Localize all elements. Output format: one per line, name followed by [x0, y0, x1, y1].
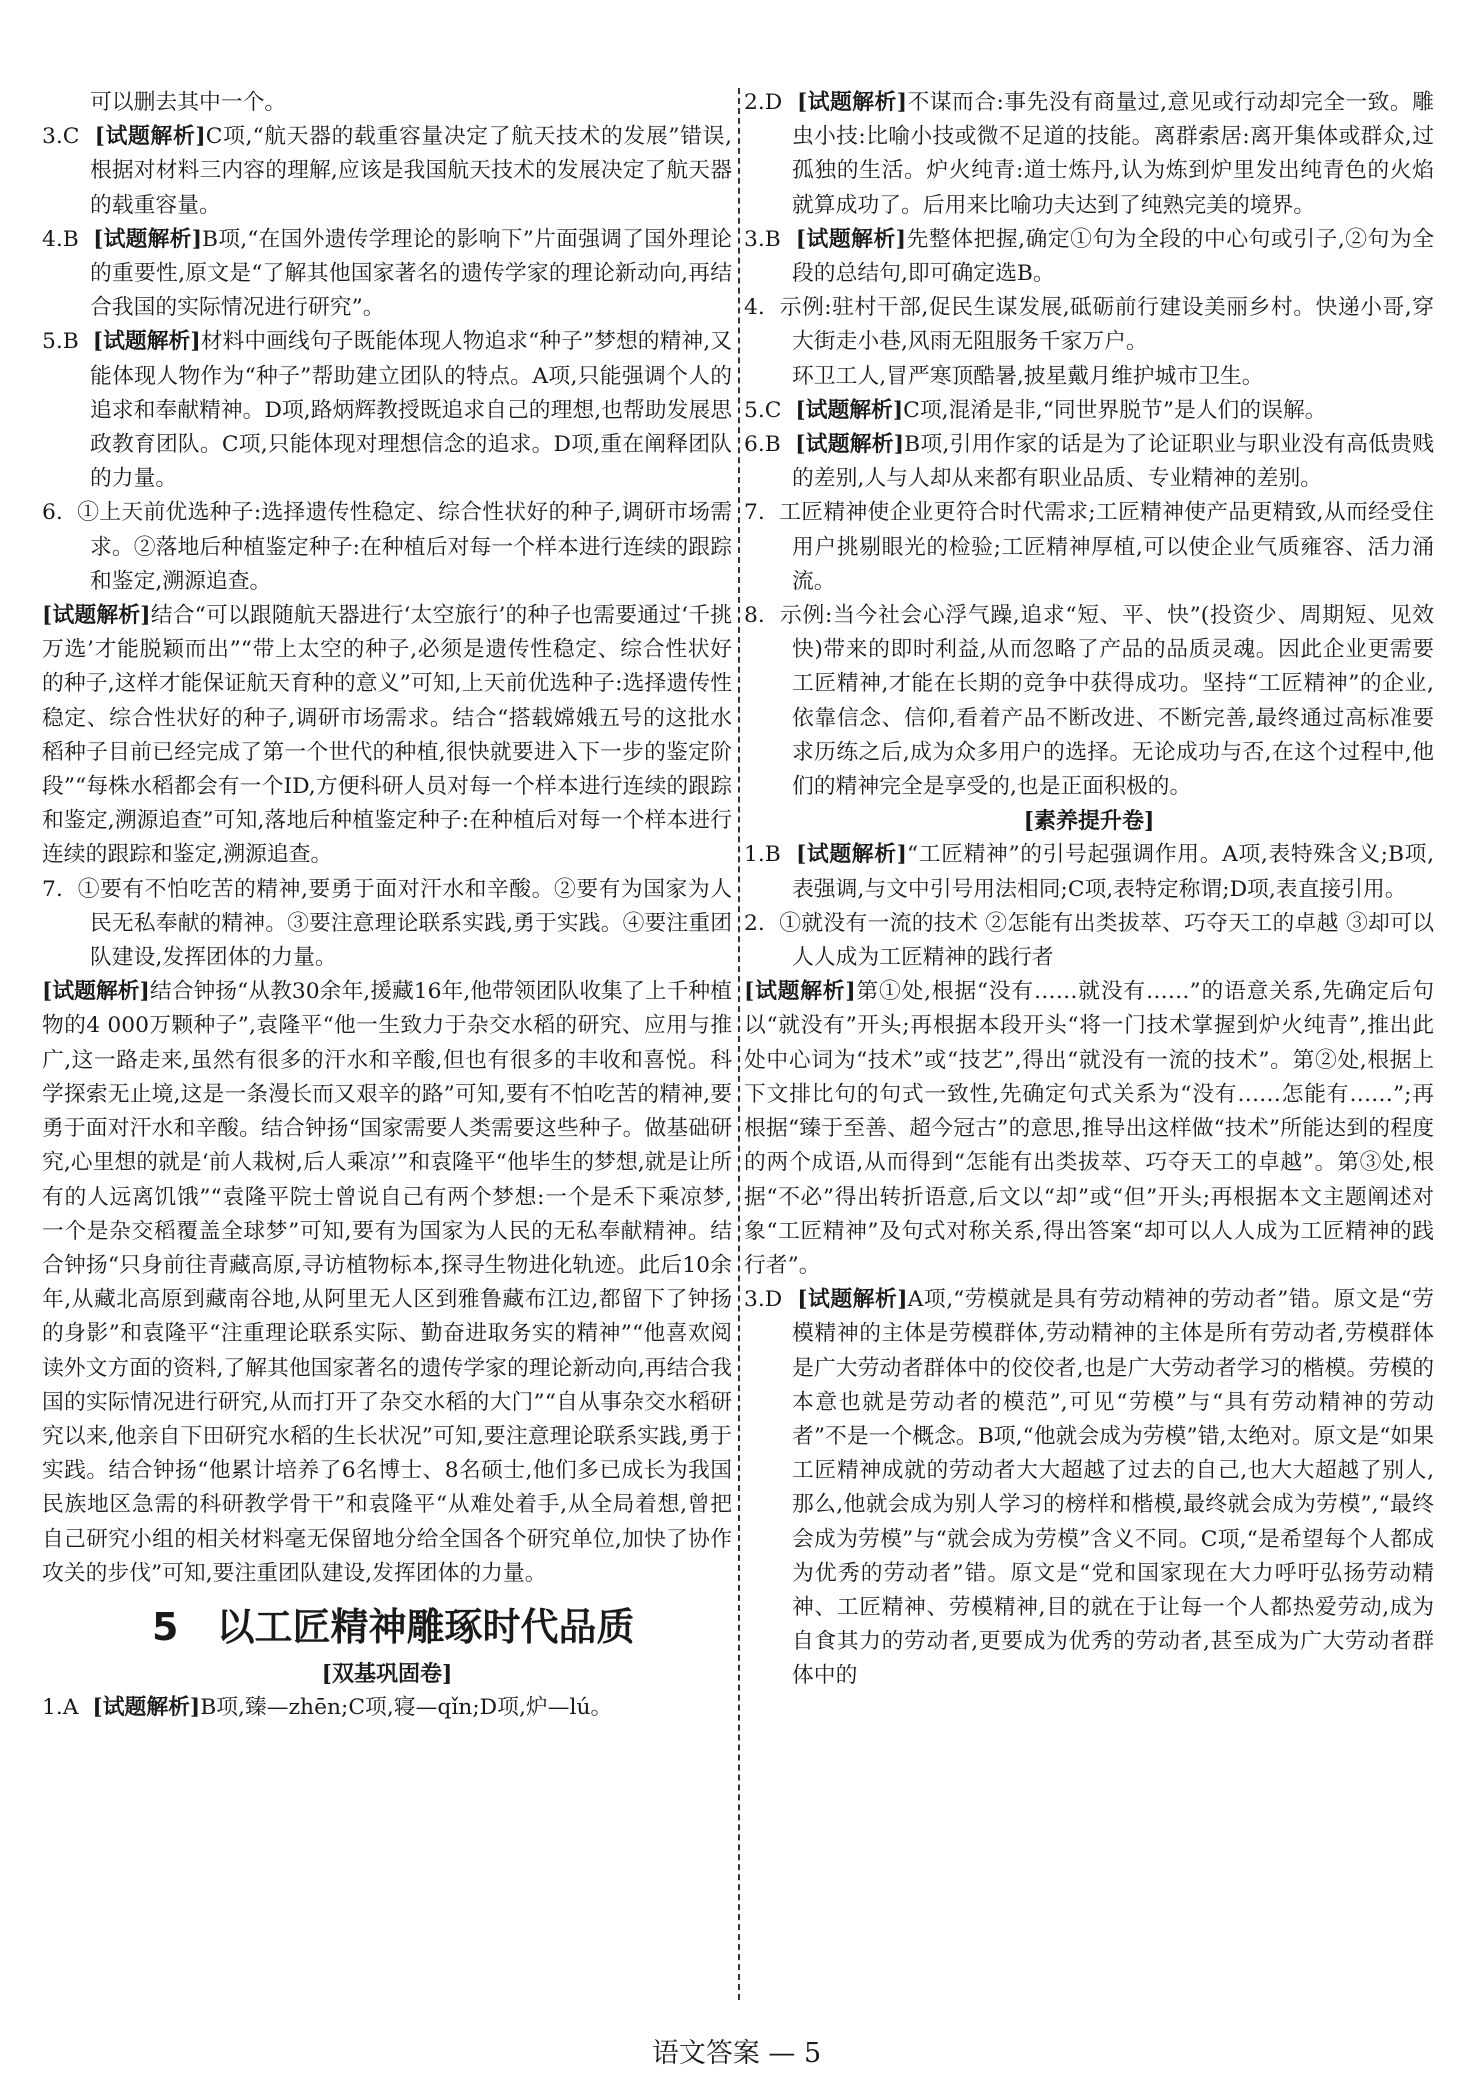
- answer-paragraph: [42, 86, 732, 120]
- answer-text: B项,臻—zhēn;C项,寝—qǐn;D项,炉—lú。: [200, 1695, 613, 1721]
- answer-text: C项,混淆是非,“同世界脱节”是人们的误解。: [903, 397, 1327, 423]
- answer-number: 1.B: [744, 842, 796, 868]
- answer-item: [744, 223, 1434, 291]
- answer-text: 示例:驻村干部,促民生谋发展,砥砺前行建设美丽乡村。快递小哥,穿大街走小巷,风雨无阻服务千家万户。: [779, 295, 1434, 355]
- answer-number: 7.: [744, 500, 780, 526]
- section-number: 5: [152, 1604, 179, 1649]
- answer-text: ①要有不怕吃苦的精神,要勇于面对汗水和辛酸。②要有为国家为人民无私奉献的精神。③要注意理论联系实践,勇于实践。④要注重团队建设,发挥团体的力量。: [77, 876, 732, 971]
- answer-number: 4.: [744, 295, 780, 321]
- left-column: [42, 86, 732, 2015]
- analysis-tag: [试题解析]: [94, 124, 206, 150]
- answer-number: 5.C: [744, 397, 796, 423]
- answer-text: 材料中画线句子既能体现人物追求“种子”梦想的精神,又能体现人物作为“种子”帮助建立团队的特点。A项,只能强调个人的追求和奉献精神。D项,路炳辉教授既追求自己的理想,也帮助发展思政教育团队。C项,只能体现对理想信念的追求。D项,重在阐释团队的力量。: [90, 329, 732, 492]
- answer-item: [42, 496, 732, 599]
- answer-text: ①上天前优选种子:选择遗传性稳定、综合性状好的种子,调研市场需求。②落地后种植鉴定种子:在种植后对每一个样本进行连续的跟踪和鉴定,溯源追查。: [77, 500, 732, 594]
- answer-paragraph: [42, 975, 732, 1591]
- answer-item: [744, 428, 1434, 496]
- sub-heading: [双基巩固卷]: [321, 1660, 453, 1687]
- analysis-tag: [试题解析]: [93, 226, 203, 252]
- answer-item: [744, 291, 1434, 359]
- column-divider: [738, 88, 740, 2000]
- page-footer: 语文答案 — 5: [651, 2038, 822, 2069]
- analysis-tag: [试题解析]: [797, 90, 908, 115]
- analysis-tag: [试题解析]: [795, 842, 907, 868]
- analysis-tag: [试题解析]: [795, 397, 904, 423]
- answer-paragraph: [744, 975, 1434, 1283]
- answer-item: [744, 907, 1434, 975]
- answer-number: 4.B: [42, 226, 94, 252]
- analysis-tag: [试题解析]: [744, 979, 856, 1005]
- analysis-tag: [试题解析]: [42, 979, 150, 1005]
- answer-number: 3.B: [744, 226, 796, 252]
- answer-text: 先整体把握,确定①句为全段的中心句或引子,②句为全段的总结句,即可确定选B。: [792, 226, 1434, 287]
- answer-number: 6.B: [744, 432, 796, 458]
- answer-text: 结合钟扬“从教30余年,援藏16年,他带领团队收集了上千种植物的4 000万颗种子”,袁隆平“他一生致力于杂交水稻的研究、应用与推广,这一路走来,虽然有很多的汗水和辛酸,但也有很多的丰收和喜悦。科学探索无止境,这是一条漫长而又艰辛的路”可知,要有不怕吃苦的精神,要勇于面对汗水和辛酸。结合钟扬“国家需要人类需要这些种子。做基础研究,心里想的就是‘前人栽树,后人乘凉’”和袁隆平“他毕生的梦想,就是让所有的人远离饥饿”“袁隆平院士曾说自己有两个梦想:一个是禾下乘凉梦,一个是杂交稻覆盖全球梦”可知,要有为国家为人民的无私奉献精神。结合钟扬“只身前往青藏高原,寻访植物标本,探寻生物进化轨迹。此后10余年,从藏北高原到藏南谷地,从阿里无人区到雅鲁藏布江边,都留下了钟扬的身影”和袁隆平“注重理论联系实际、勤奋进取务实的精神”“他喜欢阅读外文方面的资料,了解其他国家著名的遗传学家的理论新动向,再结合我国的实际情况进行研究,从而打开了杂交水稻的大门”“自从事杂交水稻研究以来,他亲自下田研究水稻的生长状况”可知,要注意理论联系实践,勇于实践。结合钟扬“他累计培养了6名博士、8名硕士,他们多已成长为我国民族地区急需的科研教学骨干”和袁隆平“从难处着手,从全局着想,曾把自己研究小组的相关材料毫无保留地分给全国各个研究单位,加快了协作攻关的步伐”可知,要注重团队建设,发挥团体的力量。: [42, 979, 732, 1586]
- section-title-text: 以工匠精神雕琢时代品质: [216, 1604, 635, 1649]
- answer-text: “工匠精神”的引号起强调作用。A项,表特殊含义;B项,表强调,与文中引号用法相同;C项,表特定称谓;D项,表直接引用。: [792, 842, 1434, 902]
- analysis-tag: [试题解析]: [795, 226, 907, 252]
- answer-number: 6.: [42, 500, 78, 526]
- answer-number: 2.D: [744, 90, 798, 115]
- right-column: [744, 86, 1434, 2015]
- answer-item: [42, 873, 732, 976]
- answer-text: 工匠精神使企业更符合时代需求;工匠精神使产品更精致,从而经受住用户挑剔眼光的检验;工匠精神厚植,可以使企业气质雍容、活力涌流。: [779, 500, 1434, 594]
- answer-item: [744, 599, 1434, 804]
- answer-number: 8.: [744, 603, 781, 629]
- answer-item: [42, 120, 732, 223]
- answer-text: B项,“在国外遗传学理论的影响下”片面强调了国外理论的重要性,原文是“了解其他国家著名的遗传学家的理论新动向,再结合我国的实际情况进行研究”。: [90, 226, 732, 321]
- analysis-tag: [试题解析]: [42, 603, 151, 629]
- answer-paragraph: [744, 360, 1434, 394]
- answer-item: [744, 496, 1434, 599]
- answer-text: 示例:当今社会心浮气躁,追求“短、平、快”(投资少、周期短、见效快)带来的即时利益,从而忽略了产品的品质灵魂。因此企业更需要工匠精神,才能在长期的竞争中获得成功。坚持“工匠精神”的企业,依靠信念、信仰,看着产品不断改进、不断完善,最终通过高标准要求历练之后,成为众多用户的选择。无论成功与否,在这个过程中,他们的精神完全是享受的,也是正面积极的。: [780, 603, 1434, 800]
- answer-text: 可以删去其中一个。: [90, 90, 287, 115]
- answer-paragraph: [42, 599, 732, 873]
- answer-item: [42, 1691, 732, 1725]
- answer-number: 5.B: [42, 329, 93, 355]
- answer-item: [744, 838, 1434, 906]
- section-title: [152, 1601, 732, 1653]
- analysis-tag: [试题解析]: [92, 1695, 201, 1721]
- answer-number: 1.A: [42, 1695, 93, 1721]
- answer-text: ①就没有一流的技术 ②怎能有出类拔萃、巧夺天工的卓越 ③却可以人人成为工匠精神的践行者: [779, 910, 1434, 971]
- answer-text: B项,引用作家的话是为了论证职业与职业没有高低贵贱的差别,人与人却从来都有职业品质、专业精神的差别。: [792, 432, 1434, 492]
- answer-number: 7.: [42, 876, 78, 902]
- answer-item: [744, 1283, 1434, 1693]
- answer-number: 3.D: [744, 1287, 798, 1313]
- answer-text: A项,“劳模就是具有劳动精神的劳动者”错。原文是“劳模精神的主体是劳模群体,劳动精神的主体是所有劳动者,劳模群体是广大劳动者群体中的佼佼者,也是广大劳动者学习的楷模。劳模的本意也就是劳动者的模范”,可见“劳模”与“具有劳动精神的劳动者”不是一个概念。B项,“他就会成为劳模”错,太绝对。原文是“如果工匠精神成就的劳动者大大超越了过去的自己,也大大超越了别人,那么,他就会成为别人学习的榜样和楷模,最终就会成为劳模”,“最终会成为劳模”与“就会成为劳模”含义不同。C项,“是希望每个人都成为优秀的劳动者”错。原文是“党和国家现在大力呼吁弘扬劳动精神、工匠精神、劳模精神,目的就在于让每一个人都热爱劳动,成为自食其力的劳动者,更要成为优秀的劳动者,甚至成为广大劳动者群体中的: [792, 1287, 1434, 1689]
- answer-item: [744, 86, 1434, 223]
- answer-text: C项,“航天器的载重容量决定了航天技术的发展”错误,根据对材料三内容的理解,应该是我国航天技术的发展决定了航天器的载重容量。: [90, 124, 732, 218]
- answer-item: [744, 394, 1434, 428]
- answer-number: 3.C: [42, 124, 95, 150]
- answer-item: [42, 325, 732, 496]
- analysis-tag: [试题解析]: [795, 432, 905, 458]
- answer-text: 环卫工人,冒严寒顶酷暑,披星戴月维护城市卫生。: [792, 363, 1264, 389]
- sub-heading: [素养提升卷]: [1023, 808, 1155, 835]
- answer-text: 第①处,根据“没有……就没有……”的语意关系,先确定后句以“就没有”开头;再根据本段开头“将一门技术掌握到炉火纯青”,推出此处中心词为“技术”或“技艺”,得出“就没有一流的技术”。第②处,根据上下文排比句的句式一致性,先确定句式关系为“没有……怎能有……”;再根据“臻于至善、超今冠古”的意思,推导出这样做“技术”所能达到的程度的两个成语,从而得到“怎能有出类拔萃、巧夺天工的卓越”。第③处,根据“不必”得出转折语意,后文以“却”或“但”开头;再根据本文主题阐述对象“工匠精神”及句式对称关系,得出答案“却可以人人成为工匠精神的践行者”。: [744, 979, 1434, 1278]
- analysis-tag: [试题解析]: [92, 329, 201, 355]
- answer-text: 不谋而合:事先没有商量过,意见或行动却完全一致。雕虫小技:比喻小技或微不足道的技能。离群索居:离开集体或群众,过孤独的生活。炉火纯青:道士炼丹,认为炼到炉里发出纯青色的火焰就算成功了。后用来比喻功夫达到了纯熟完美的境界。: [792, 90, 1434, 218]
- answer-text: 结合“可以跟随航天器进行‘太空旅行’的种子也需要通过‘千挑万选’才能脱颖而出”“带上太空的种子,必须是遗传性稳定、综合性状好的种子,这样才能保证航天育种的意义”可知,上天前优选种子:选择遗传性稳定、综合性状好的种子,调研市场需求。结合“搭载嫦娥五号的这批水稻种子目前已经完成了第一个世代的种植,很快就要进入下一步的鉴定阶段”“每株水稻都会有一个ID,方便科研人员对每一个样本进行连续的跟踪和鉴定,溯源追查”可知,落地后种植鉴定种子:在种植后对每一个样本进行连续的跟踪和鉴定,溯源追查。: [42, 603, 732, 868]
- analysis-tag: [试题解析]: [797, 1287, 908, 1313]
- answer-number: 2.: [744, 910, 780, 936]
- answer-item: [42, 223, 732, 326]
